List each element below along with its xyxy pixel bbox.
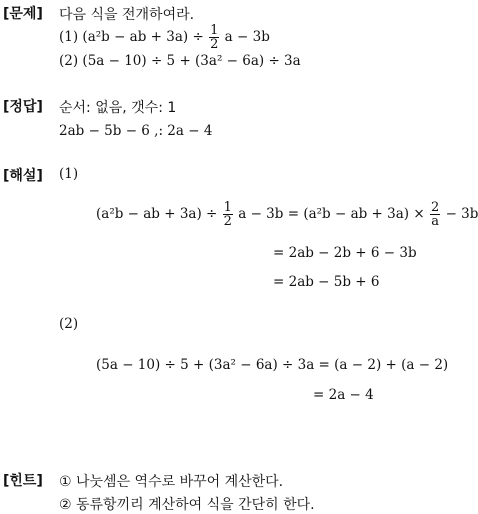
lhs-frac-den: 2 <box>223 214 232 229</box>
rhs-before: (a²b − ab + 3a) <box>303 206 410 222</box>
rhs-times: × <box>413 206 425 222</box>
answer-expression: 2ab − 5b − 6 ,: 2a − 4 <box>59 123 213 139</box>
item-2-label: (2) <box>59 53 79 69</box>
solution-tag: [해설] <box>3 168 43 184</box>
hint-item-1: ① 나눗셈은 역수로 바꾸어 계산한다. <box>59 474 284 490</box>
problem-item-1 <box>59 24 270 51</box>
item-1-frac-den: 2 <box>210 37 219 52</box>
solution-part-2-line-2: = 2a − 4 <box>313 387 374 403</box>
solution-part-1-step-3: = 2ab − 5b + 6 <box>273 274 380 290</box>
solution-part-2-label: (2) <box>59 316 79 332</box>
item-1-before: (a²b − ab + 3a) ÷ <box>82 29 204 45</box>
problem-instruction: 다음 식을 전개하여라. <box>59 7 195 23</box>
lhs-fraction <box>223 201 233 228</box>
item-1-fraction <box>209 24 219 51</box>
lhs-after: a − 3b = <box>238 206 300 222</box>
solution-part-1-step-2: = 2ab − 2b + 6 − 3b <box>273 245 417 261</box>
hint-tag: [힌트] <box>3 473 43 489</box>
problem-tag: [문제] <box>3 6 43 22</box>
solution-part-2-line-1: (5a − 10) ÷ 5 + (3a² − 6a) ÷ 3a = (a − 2) + (a − 2) <box>96 357 449 373</box>
solution-part-1-line-1 <box>96 201 478 228</box>
lhs-frac-num: 1 <box>223 200 232 215</box>
answer-tag: [정답] <box>3 99 43 115</box>
rhs-frac-num: 2 <box>430 200 440 215</box>
problem-item-2 <box>59 53 301 69</box>
rhs-frac-den: a <box>431 214 439 229</box>
hint-item-2: ② 동류항끼리 계산하여 식을 간단히 한다. <box>59 497 315 513</box>
item-1-frac-num: 1 <box>210 23 219 38</box>
answer-meta: 순서: 없음, 갯수: 1 <box>59 100 177 116</box>
solution-part-1-label: (1) <box>59 166 79 182</box>
item-1-after: a − 3b <box>224 29 270 45</box>
rhs-fraction <box>430 201 440 228</box>
lhs-before: (a²b − ab + 3a) ÷ <box>96 206 218 222</box>
item-1-label: (1) <box>59 29 79 45</box>
item-2-expr: (5a − 10) ÷ 5 + (3a² − 6a) ÷ 3a <box>82 53 301 69</box>
rhs-after: − 3b <box>445 206 478 222</box>
